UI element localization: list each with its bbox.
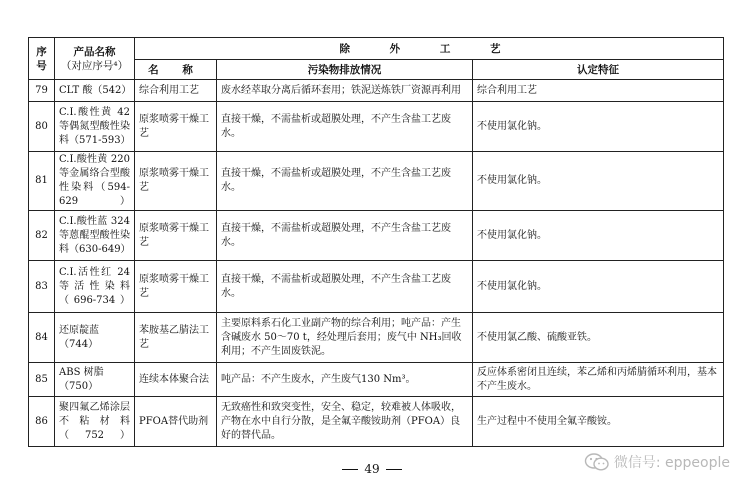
table-row — [29, 102, 724, 152]
table-row — [29, 211, 724, 261]
pollution-text: 直接干燥，不需盐析或超膜处理，不产生含盐工艺废水。 — [217, 102, 473, 152]
pollution-text: 直接干燥，不需盐析或超膜处理，不产生含盐工艺废水。 — [217, 211, 473, 261]
header-product-sub: （对应序号⁴） — [60, 59, 129, 72]
pollution-text: 吨产品：不产生废水，产生废气130 Nm³。 — [217, 363, 473, 397]
process-table — [28, 37, 724, 447]
product-name: 还原靛蓝（744） — [55, 313, 135, 363]
header-pollution: 污染物排放情况 — [217, 60, 473, 80]
row-number: 84 — [29, 313, 55, 363]
header-product — [55, 38, 135, 80]
footer-dash-left — [342, 469, 358, 470]
wechat-watermark — [584, 452, 730, 472]
header-product-label: 产品名称 — [73, 45, 116, 58]
process-name: 苯胺基乙腈法工艺 — [135, 313, 217, 363]
product-name: 聚四氟乙烯涂层不粘材料（752） — [55, 397, 135, 447]
process-name: 综合利用工艺 — [135, 80, 217, 102]
feature-text: 反应体系密闭且连续，苯乙烯和丙烯腈循环利用，基本不产生废水。 — [473, 363, 724, 397]
process-name: 原浆喷雾干燥工艺 — [135, 211, 217, 261]
table-row — [29, 397, 724, 447]
product-name: ABS 树脂（750） — [55, 363, 135, 397]
feature-text: 不使用氯乙酸、硫酸亚铁。 — [473, 313, 724, 363]
product-name: C.I.活性红 24 等活性染料（696-734） — [55, 261, 135, 313]
table-row — [29, 152, 724, 211]
wechat-icon — [584, 452, 610, 472]
row-number: 82 — [29, 211, 55, 261]
feature-text: 不使用氯化钠。 — [473, 152, 724, 211]
pollution-text: 主要原料系石化工业副产物的综合利用；吨产品：产生含碱废水 50～70 t，经处理后套用；废气中 NH₃回收利用；不产生固废铁泥。 — [217, 313, 473, 363]
table-row — [29, 261, 724, 313]
feature-text: 生产过程中不使用全氟辛酸铵。 — [473, 397, 724, 447]
row-number: 83 — [29, 261, 55, 313]
table-row — [29, 313, 724, 363]
product-name: C.I.酸性黄 42 等偶氮型酸性染料（571-593） — [55, 102, 135, 152]
header-seq: 序号 — [29, 38, 55, 80]
header-except-process: 除 外 工 艺 — [135, 38, 724, 60]
process-name: 原浆喷雾干燥工艺 — [135, 102, 217, 152]
row-number: 79 — [29, 80, 55, 102]
row-number: 80 — [29, 102, 55, 152]
product-name: CLT 酸（542） — [55, 80, 135, 102]
row-number: 81 — [29, 152, 55, 211]
feature-text: 不使用氯化钠。 — [473, 102, 724, 152]
pollution-text: 直接干燥，不需盐析或超膜处理，不产生含盐工艺废水。 — [217, 152, 473, 211]
watermark-text: 微信号: eppeople — [613, 455, 730, 471]
process-name: PFOA替代助剂 — [135, 397, 217, 447]
pollution-text: 直接干燥，不需盐析或超膜处理，不产生含盐工艺废水。 — [217, 261, 473, 313]
feature-text: 不使用氯化钠。 — [473, 261, 724, 313]
process-name: 连续本体聚合法 — [135, 363, 217, 397]
pollution-text: 废水经萃取分离后循环套用；铁泥送炼铁厂资源再利用 — [217, 80, 473, 102]
row-number: 85 — [29, 363, 55, 397]
product-name: C.I.酸性蓝 324 等蒽醌型酸性染料（630-649） — [55, 211, 135, 261]
process-name: 原浆喷雾干燥工艺 — [135, 261, 217, 313]
row-number: 86 — [29, 397, 55, 447]
table-row — [29, 363, 724, 397]
footer-dash-right — [386, 469, 402, 470]
table-row — [29, 80, 724, 102]
feature-text: 综合利用工艺 — [473, 80, 724, 102]
header-features: 认定特征 — [473, 60, 724, 80]
feature-text: 不使用氯化钠。 — [473, 211, 724, 261]
pollution-text: 无致癌性和致突变性，安全、稳定，较难被人体吸收，产物在水中自行分散，是全氟辛酸铵助剂（PFOA）良好的替代品。 — [217, 397, 473, 447]
page-number: 49 — [364, 462, 380, 476]
header-name: 名 称 — [135, 60, 217, 80]
process-name: 原浆喷雾干燥工艺 — [135, 152, 217, 211]
product-name: C.I.酸性黄 220 等金属络合型酸性染料（594-629） — [55, 152, 135, 211]
